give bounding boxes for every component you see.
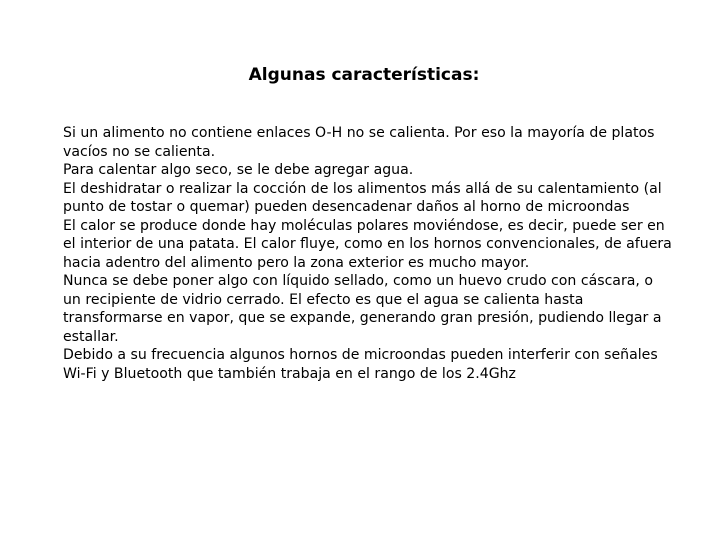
paragraph-liquido-sellado: Nunca se debe poner algo con líquido sellado, como un huevo crudo con cáscara, o un recipiente de vidrio cerrado. El efecto es que el agua se calienta hasta transformarse en vapor, que se expande, generando gran presión, pudiendo llegar a estallar. (63, 273, 662, 345)
paragraph-enlaces-oh: Si un alimento no contiene enlaces O-H no se calienta. Por eso la mayoría de platos vacíos no se calienta. (63, 125, 655, 160)
paragraph-agregar-agua: Para calentar algo seco, se le debe agregar agua. (63, 162, 414, 178)
paragraph-calor-moleculas: El calor se produce donde hay moléculas polares moviéndose, es decir, puede ser en el interior de una patata. El calor fluye, como en los hornos convencionales, de afuera hacia adentro del alimento pero la zona exterior es mucho mayor. (63, 217, 672, 271)
paragraph-deshidratar: El deshidratar o realizar la cocción de los alimentos más allá de su calentamiento (al punto de tostar o quemar) pueden desencadenar daños al horno de microondas (63, 180, 662, 215)
paragraph-interferencia-wifi: Debido a su frecuencia algunos hornos de microondas pueden interferir con señales Wi-Fi y Bluetooth que también trabaja en el rango de los 2.4Ghz (63, 347, 658, 382)
slide-title: Algunas características: (248, 65, 480, 85)
slide-body (63, 124, 673, 383)
